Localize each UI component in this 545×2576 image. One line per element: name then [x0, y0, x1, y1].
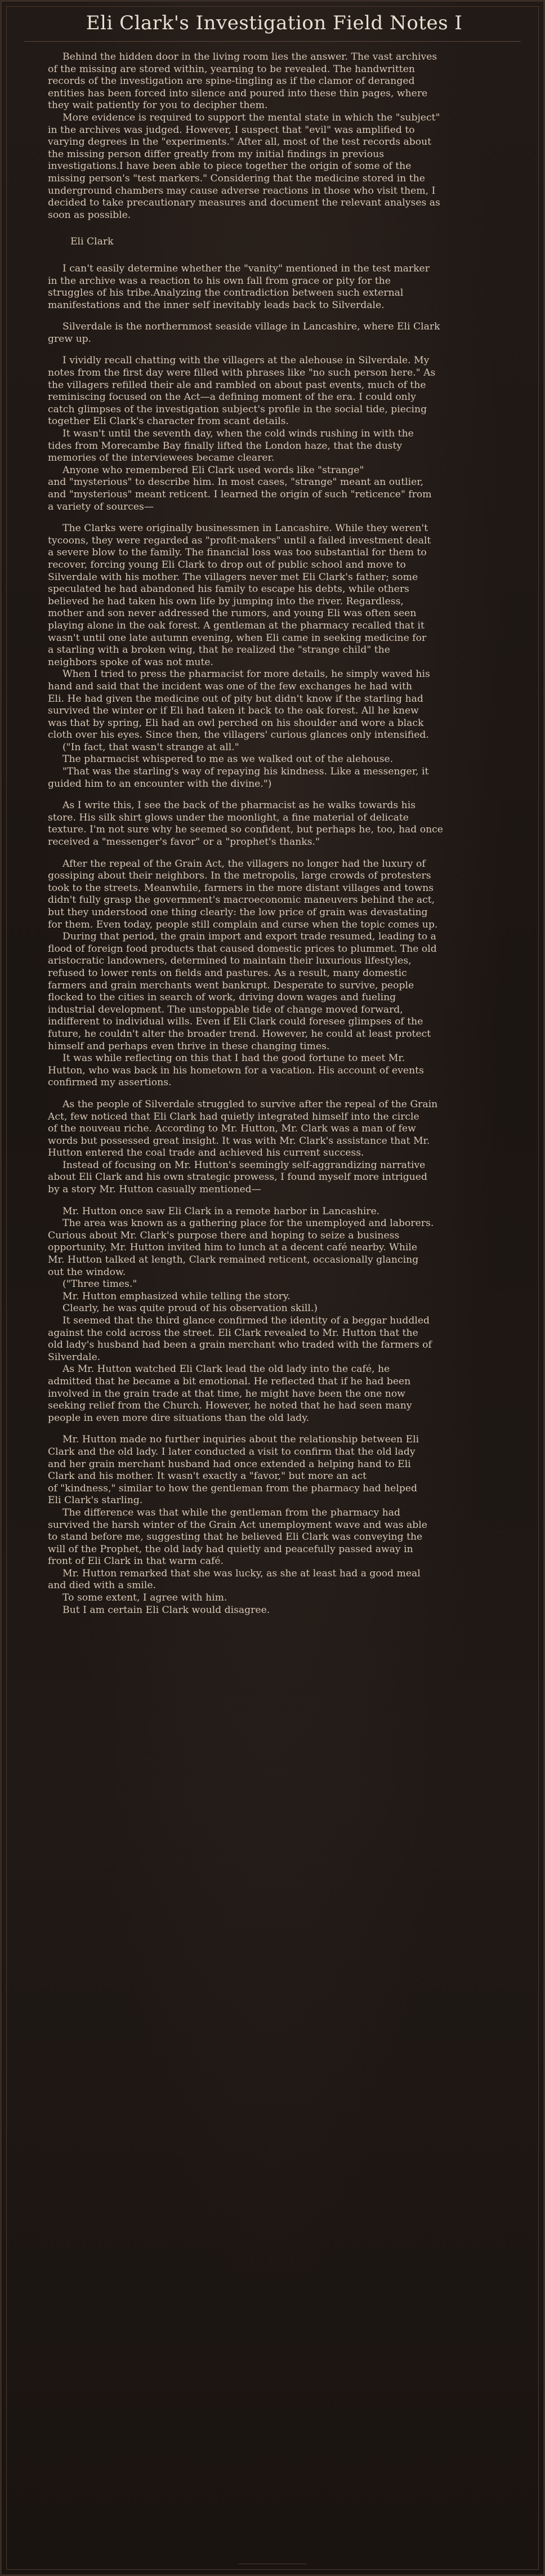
text-line: flood of foreign food products that caused domestic prices to plummet. The old	[48, 943, 437, 955]
text-line: manifestations and the inner self inevitably leads back to Silverdale.	[48, 299, 385, 311]
text-line: The pharmacist whispered to me as we walked out of the alehouse.	[62, 754, 394, 765]
text-line: Behind the hidden door in the living room lies the answer. The vast archives	[62, 51, 437, 63]
text-line: guided him to an encounter with the divine.")	[48, 778, 272, 790]
text-line: words but possessed great insight. It was with Mr. Clark's assistance that Mr.	[48, 1135, 430, 1147]
text-line: and "mysterious" meant reticent. I learned the origin of such "reticence" from	[48, 489, 432, 500]
text-line: ("Three times."	[62, 1278, 137, 1290]
page-title: Eli Clark's Investigation Field Notes I	[86, 12, 463, 34]
text-line: As the people of Silverdale struggled to survive after the repeal of the Grain	[62, 1098, 438, 1110]
text-line: store. His silk shirt glows under the moonlight, a fine material of delicate	[48, 812, 409, 823]
text-line: old lady's husband had been a grain merchant who traded with the farmers of	[48, 1339, 432, 1351]
notes-paragraph	[48, 1434, 503, 1616]
text-line: wasn't until one late autumn evening, when Eli came in seeking medicine for	[48, 632, 427, 644]
text-line: but they understood one thing clearly: the low price of grain was devastating	[48, 907, 428, 918]
notes-paragraph	[48, 321, 503, 345]
text-line: When I tried to press the pharmacist for more details, he simply waved his	[62, 668, 430, 680]
text-line: aristocratic landowners, determined to maintain their luxurious lifestyles,	[48, 955, 412, 967]
text-line: seeking relief from the Church. However, he noted that he had seen many	[48, 1400, 412, 1412]
text-line: The area was known as a gathering place for the unemployed and laborers.	[62, 1218, 434, 1229]
text-line: front of Eli Clark in that warm café.	[48, 1556, 224, 1567]
text-line: Instead of focusing on Mr. Hutton's seemingly self-aggrandizing narrative	[62, 1159, 426, 1171]
text-line: neighbors spoke of was not mute.	[48, 656, 213, 668]
text-line: of the missing are stored within, yearning to be revealed. The handwritten	[48, 63, 415, 75]
text-line: out the window.	[48, 1266, 126, 1278]
text-line: a severe blow to the family. The financial loss was too substantial for them to	[48, 547, 427, 559]
text-line: Eli. He had given the medicine out of pity but didn't know if the starling had	[48, 693, 423, 705]
text-line: texture. I'm not sure why he seemed so confident, but perhaps he, too, had once	[48, 824, 443, 836]
text-line: survived the harsh winter of the Grain Act unemployment wave and was able	[48, 1519, 427, 1531]
text-line: struggles of his tribe.Analyzing the contradiction between such external	[48, 287, 404, 299]
notes-paragraph	[48, 355, 503, 513]
text-line: Mr. Hutton remarked that she was lucky, as she at least had a good meal	[62, 1567, 421, 1579]
text-line: entities has been forced into silence and poured into these thin pages, where	[48, 87, 428, 99]
text-line: As Mr. Hutton watched Eli Clark lead the old lady into the café, he	[62, 1363, 390, 1375]
text-line: future, he couldn't alter the broader trend. However, he could at least protect	[48, 1028, 431, 1040]
text-line: Hutton, who was back in his hometown for a vacation. His account of events	[48, 1064, 424, 1076]
text-line: To some extent, I agree with him.	[62, 1592, 227, 1604]
text-line: Hutton entered the coal trade and achieved his current success.	[48, 1147, 364, 1159]
notes-paragraph	[48, 1099, 503, 1196]
text-line: reminiscing focused on the Act—a defining moment of the era. I could only	[48, 391, 416, 403]
text-line: tycoons, they were regarded as "profit-makers" until a failed investment dealt	[48, 534, 431, 546]
notes-paragraph	[48, 523, 503, 790]
text-line: grew up.	[48, 333, 92, 345]
text-line: But I am certain Eli Clark would disagree.	[62, 1604, 270, 1616]
text-line: and died with a smile.	[48, 1580, 157, 1592]
text-line: in the archive was a reaction to his own fall from grace or pity for the	[48, 275, 391, 287]
text-line: confirmed my assertions.	[48, 1077, 172, 1089]
text-line: believed he had taken his own life by jumping into the river. Regardless,	[48, 595, 404, 607]
text-line: in the archives was judged. However, I suspect that "evil" was amplified to	[48, 124, 415, 136]
text-line: Mr. Hutton made no further inquiries about the relationship between Eli	[62, 1434, 419, 1446]
text-line: soon as possible.	[48, 209, 131, 221]
text-line: memories of the interviewees became clearer.	[48, 452, 275, 464]
text-line: the villagers refilled their ale and rambled on about past events, much of the	[48, 379, 426, 391]
text-line: It was while reflecting on this that I had the good fortune to meet Mr.	[62, 1053, 405, 1064]
notes-paragraph	[48, 858, 503, 1089]
text-line: Silverdale with his mother. The villagers never met Eli Clark's father; some	[48, 571, 418, 583]
text-line: cloth over his eyes. Since then, the villagers' curious glances only intensified.	[48, 729, 429, 741]
notes-body	[48, 51, 503, 1626]
text-line: Clark and his mother. It wasn't exactly a "favor," but more an act	[48, 1470, 367, 1482]
notes-paragraph	[48, 800, 503, 848]
text-line: I can't easily determine whether the "vanity" mentioned in the test marker	[62, 262, 430, 274]
text-line: was that by spring, Eli had an owl perched on his shoulder and wore a black	[48, 717, 424, 729]
text-line: It seemed that the third glance confirmed the identity of a beggar huddled	[62, 1315, 430, 1326]
text-line: Mr. Hutton once saw Eli Clark in a remote harbor in Lancashire.	[62, 1205, 380, 1217]
text-line: refused to lower rents on fields and pastures. As a result, many domestic	[48, 967, 407, 979]
text-line: More evidence is required to support the mental state in which the "subject"	[62, 112, 440, 123]
text-line: recover, forcing young Eli Clark to drop out of public school and move to	[48, 559, 406, 571]
text-line: and "mysterious" to describe him. In most cases, "strange" meant an outlier,	[48, 476, 424, 488]
text-line: The difference was that while the gentleman from the pharmacy had	[62, 1507, 401, 1518]
text-line: the missing person differ greatly from my initial findings in previous	[48, 148, 385, 160]
text-line: During that period, the grain import and export trade resumed, leading to a	[62, 931, 436, 943]
text-line: about Eli Clark and his own strategic prowess, I found myself more intrigued	[48, 1171, 427, 1183]
text-line: a variety of sources—	[48, 501, 154, 512]
text-line: mother and son never addressed the rumors, and young Eli was often seen	[48, 608, 417, 620]
text-line: took to the streets. Meanwhile, farmers in the more distant villages and towns	[48, 882, 434, 894]
text-line: people in even more dire situations than the old lady.	[48, 1412, 310, 1424]
text-line: After the repeal of the Grain Act, the villagers no longer had the luxury of	[62, 858, 426, 870]
text-line: ("In fact, that wasn't strange at all."	[62, 741, 239, 753]
text-line: will of the Prophet, the old lady had quietly and peacefully passed away in	[48, 1543, 413, 1555]
text-line: indifferent to individual wills. Even if Eli Clark could foresee glimpses of the	[48, 1016, 423, 1028]
text-line: against the cold across the street. Eli Clark revealed to Mr. Hutton that the	[48, 1327, 418, 1339]
text-line: himself and perhaps even thrive in these changing times.	[48, 1040, 330, 1052]
text-line: Curious about Mr. Clark's purpose there and hoping to seize a business	[48, 1229, 400, 1241]
text-line: together Eli Clark's character from scant details.	[48, 416, 289, 427]
text-line: playing alone in the oak forest. A gentleman at the pharmacy recalled that it	[48, 620, 425, 631]
text-line: of the nouveau riche. According to Mr. Hutton, Mr. Clark was a man of few	[48, 1123, 416, 1135]
text-line: gossiping about their neighbors. In the metropolis, large crowds of protesters	[48, 870, 431, 882]
text-line: Clark and the old lady. I later conducted a visit to confirm that the old lady	[48, 1446, 416, 1458]
text-line: Silverdale is the northernmost seaside village in Lancashire, where Eli Clark	[62, 321, 440, 333]
text-line: Mr. Hutton emphasized while telling the story.	[62, 1290, 291, 1302]
text-line: underground chambers may cause adverse reactions in those who visit them, I	[48, 185, 436, 197]
text-line: Anyone who remembered Eli Clark used words like "strange"	[62, 464, 364, 476]
text-line: survived the winter or if Eli had taken it back to the oak forest. All he knew	[48, 705, 419, 717]
text-line: investigations.I have been able to piece together the origin of some of the	[48, 161, 412, 172]
text-line: industrial development. The unstoppable tide of change moved forward,	[48, 1004, 403, 1015]
text-line: farmers and grain merchants went bankrupt. Desperate to survive, people	[48, 979, 414, 991]
text-line: a starling with a broken wing, that he realized the "strange child" the	[48, 644, 390, 656]
text-line: "That was the starling's way of repaying his kindness. Like a messenger, it	[62, 766, 429, 778]
text-line: catch glimpses of the investigation subject's profile in the social tide, piecing	[48, 403, 427, 415]
text-line: missing person's "test markers." Considering that the medicine stored in the	[48, 172, 425, 184]
text-line: didn't fully grasp the government's macroeconomic maneuvers behind the act,	[48, 894, 435, 906]
text-line: notes from the first day were filled with phrases like "no such person here." As	[48, 367, 436, 379]
title-divider	[24, 41, 521, 42]
text-line: tides from Morecambe Bay finally lifted the London haze, that the dusty	[48, 440, 403, 452]
text-line: Clearly, he was quite proud of his observation skill.)	[62, 1303, 318, 1314]
text-line: by a story Mr. Hutton casually mentioned—	[48, 1184, 261, 1196]
text-line: they wait patiently for you to decipher them.	[48, 100, 268, 112]
text-line: opportunity, Mr. Hutton invited him to lunch at a decent café nearby. While	[48, 1242, 418, 1254]
text-line: varying degrees in the "experiments." After all, most of the test records about	[48, 136, 432, 148]
text-line: Mr. Hutton talked at length, Clark remained reticent, occasionally glancing	[48, 1254, 419, 1266]
text-line: and her grain merchant husband had once extended a helping hand to Eli	[48, 1458, 411, 1470]
text-line: It wasn't until the seventh day, when the cold winds rushing in with the	[62, 428, 414, 440]
text-line: admitted that he became a bit emotional. He reflected that if he had been	[48, 1375, 411, 1387]
text-line: speculated he had abandoned his family to escape his debts, while others	[48, 583, 409, 595]
notes-paragraph	[48, 1206, 503, 1425]
text-line: involved in the grain trade at that time, he might have been the one now	[48, 1388, 405, 1400]
text-line: I vividly recall chatting with the villagers at the alehouse in Silverdale. My	[62, 355, 430, 367]
text-line: for them. Even today, people still complain and curse when the topic comes up.	[48, 919, 438, 930]
text-line: records of the investigation are spine-tingling as if the clamor of deranged	[48, 75, 415, 87]
text-line: decided to take precautionary measures and document the relevant analyses as	[48, 197, 440, 209]
text-line: received a "messenger's favor" or a "prophet's thanks."	[48, 836, 320, 848]
text-line: of "kindness," similar to how the gentleman from the pharmacy had helped	[48, 1482, 418, 1494]
text-line: As I write this, I see the back of the pharmacist as he walks towards his	[62, 800, 416, 812]
text-line: flocked to the cities in search of work, driving down wages and fueling	[48, 992, 396, 1004]
text-line: to stand before me, suggesting that he believed Eli Clark was conveying the	[48, 1531, 423, 1543]
notes-paragraph	[48, 263, 503, 311]
text-line: Eli Clark's starling.	[48, 1495, 143, 1507]
signature: Eli Clark	[70, 236, 114, 248]
text-line: The Clarks were originally businessmen in Lancashire. While they weren't	[62, 523, 428, 534]
notes-paragraph	[48, 51, 503, 221]
text-line: Act, few noticed that Eli Clark had quietly integrated himself into the circle	[48, 1111, 419, 1122]
text-line: Silverdale.	[48, 1351, 101, 1363]
title-bar	[2, 2, 545, 41]
text-line: hand and said that the incident was one of the few exchanges he had with	[48, 680, 412, 692]
